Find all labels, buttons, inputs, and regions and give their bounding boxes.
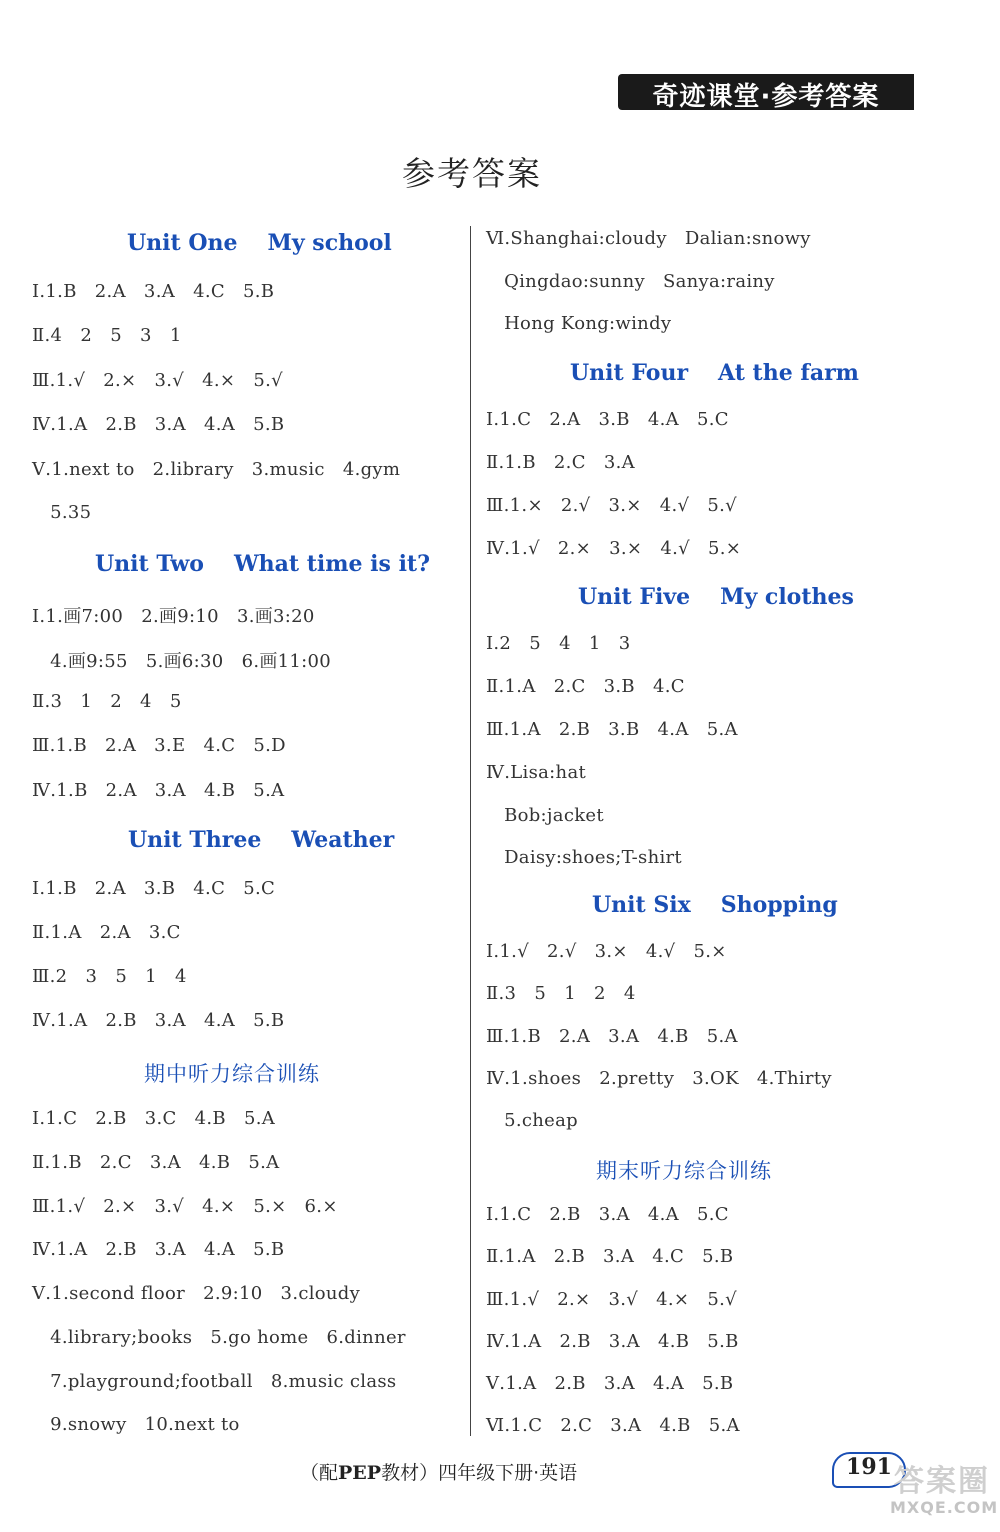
watermark-top: 答案圈 <box>894 1464 990 1499</box>
answer-row: Ⅴ.1.second floor 2.9:10 3.cloudy <box>32 1283 361 1304</box>
answer-row: 5.35 <box>32 502 92 523</box>
column-divider <box>470 226 471 1436</box>
footer-open: （配 <box>300 1462 339 1484</box>
watermark <box>890 1456 999 1526</box>
answer-row: Ⅲ.1.B 2.A 3.E 4.C 5.D <box>32 735 286 756</box>
unit-five-heading <box>578 584 854 610</box>
answer-row: Ⅳ.1.√ 2.× 3.× 4.√ 5.× <box>486 538 742 559</box>
answer-row: Ⅴ.1.next to 2.library 3.music 4.gym <box>32 459 401 480</box>
answer-row: Ⅰ.2 5 4 1 3 <box>486 633 631 654</box>
answer-row: Ⅲ.1.A 2.B 3.B 4.A 5.A <box>486 719 738 740</box>
unit-two-title: Unit Two <box>95 551 204 577</box>
answer-row: Ⅲ.1.× 2.√ 3.× 4.√ 5.√ <box>486 495 737 516</box>
answer-row: Bob:jacket <box>486 805 604 826</box>
answer-row: Ⅱ.4 2 5 3 1 <box>32 325 182 346</box>
unit-four-heading <box>570 360 859 386</box>
answer-row: Daisy:shoes;T-shirt <box>486 847 682 868</box>
answer-row: Ⅵ.Shanghai:cloudy Dalian:snowy <box>486 228 811 249</box>
watermark-bottom: MXQE.COM <box>890 1498 999 1517</box>
answer-row: Ⅰ.1.√ 2.√ 3.× 4.√ 5.× <box>486 941 727 962</box>
answer-row: Ⅱ.1.A 2.A 3.C <box>32 922 181 943</box>
answer-row: Ⅰ.1.C 2.B 3.C 4.B 5.A <box>32 1108 276 1129</box>
answer-row: Ⅳ.1.B 2.A 3.A 4.B 5.A <box>32 780 285 801</box>
answer-row: Ⅱ.1.B 2.C 3.A <box>486 452 635 473</box>
answer-row: 4.library;books 5.go home 6.dinner <box>32 1327 406 1348</box>
unit-six-title: Unit Six <box>592 892 691 918</box>
unit-five-title: Unit Five <box>578 584 691 610</box>
page-number: 191 <box>846 1454 892 1480</box>
unit-two-subtitle: What time is it? <box>233 551 430 577</box>
unit-four-title: Unit Four <box>570 360 689 386</box>
footer-text: 教材）四年级下册·英语 <box>381 1462 578 1484</box>
answer-row: Ⅳ.Lisa:hat <box>486 762 587 783</box>
final-heading: 期末听力综合训练 <box>596 1159 772 1183</box>
answer-row: Ⅰ.1.画7:00 2.画9:10 3.画3:20 <box>32 606 315 627</box>
answer-row: Ⅳ.1.A 2.B 3.A 4.A 5.B <box>32 1239 285 1260</box>
answer-row: Ⅰ.1.B 2.A 3.B 4.C 5.C <box>32 878 276 899</box>
unit-three-title: Unit Three <box>128 827 262 853</box>
answer-row: Ⅱ.1.B 2.C 3.A 4.B 5.A <box>32 1152 280 1173</box>
header-badge-text: 奇迹课堂·参考答案 <box>652 82 880 112</box>
footer <box>300 1458 577 1485</box>
header-badge <box>618 74 914 110</box>
answer-row: Ⅲ.1.B 2.A 3.A 4.B 5.A <box>486 1026 738 1047</box>
answer-row: 4.画9:55 5.画6:30 6.画11:00 <box>32 651 332 672</box>
answer-row: Ⅲ.1.√ 2.× 3.√ 4.× 5.× 6.× <box>32 1196 338 1217</box>
answer-row: Ⅱ.3 1 2 4 5 <box>32 691 182 712</box>
answer-row: Ⅵ.1.C 2.C 3.A 4.B 5.A <box>486 1415 740 1436</box>
answer-row: Ⅱ.3 5 1 2 4 <box>486 983 636 1004</box>
unit-five-subtitle: My clothes <box>720 584 854 610</box>
page-title: 参考答案 <box>402 154 542 193</box>
answer-row: Ⅱ.1.A 2.C 3.B 4.C <box>486 676 685 697</box>
answer-row: Ⅰ.1.C 2.B 3.A 4.A 5.C <box>486 1204 729 1225</box>
unit-three-subtitle: Weather <box>291 827 395 853</box>
unit-six-subtitle: Shopping <box>720 892 838 918</box>
answer-row: Ⅳ.1.shoes 2.pretty 3.OK 4.Thirty <box>486 1068 832 1089</box>
unit-six-heading <box>592 892 838 918</box>
unit-four-subtitle: At the farm <box>718 360 859 386</box>
answer-row: Ⅱ.1.A 2.B 3.A 4.C 5.B <box>486 1246 734 1267</box>
answer-row: Ⅲ.1.√ 2.× 3.√ 4.× 5.√ <box>32 370 283 391</box>
answer-row: Ⅴ.1.A 2.B 3.A 4.A 5.B <box>486 1373 734 1394</box>
answer-row: 5.cheap <box>486 1110 578 1131</box>
unit-one-subtitle: My school <box>267 230 392 256</box>
answer-row: Ⅲ.2 3 5 1 4 <box>32 966 187 987</box>
answer-row: Ⅳ.1.A 2.B 3.A 4.A 5.B <box>32 414 285 435</box>
answer-row: Ⅰ.1.B 2.A 3.A 4.C 5.B <box>32 281 275 302</box>
unit-one-title: Unit One <box>127 230 238 256</box>
midterm-heading: 期中听力综合训练 <box>144 1062 320 1086</box>
answer-row: Ⅳ.1.A 2.B 3.A 4.A 5.B <box>32 1010 285 1031</box>
answer-row: 9.snowy 10.next to <box>32 1414 240 1435</box>
answer-row: Qingdao:sunny Sanya:rainy <box>486 271 775 292</box>
answer-row: Ⅲ.1.√ 2.× 3.√ 4.× 5.√ <box>486 1289 737 1310</box>
answer-row: Hong Kong:windy <box>486 313 672 334</box>
answer-row: Ⅰ.1.C 2.A 3.B 4.A 5.C <box>486 409 729 430</box>
unit-one-heading <box>127 230 392 256</box>
unit-two-heading <box>95 551 430 577</box>
answer-row: 7.playground;football 8.music class <box>32 1371 397 1392</box>
answer-row: Ⅳ.1.A 2.B 3.A 4.B 5.B <box>486 1331 739 1352</box>
unit-three-heading <box>128 827 394 853</box>
footer-pep: PEP <box>338 1462 382 1484</box>
